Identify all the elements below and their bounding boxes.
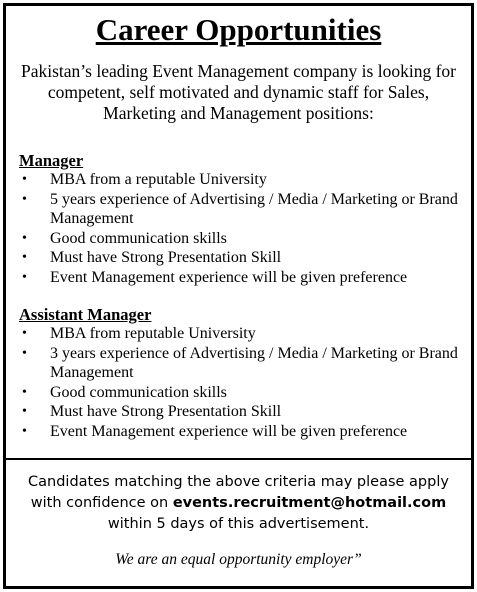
assistant-manager-section — [19, 305, 461, 441]
list-item: • MBA from a reputable University — [22, 171, 267, 188]
list-item: • Good communication skills — [22, 229, 227, 247]
bullet-icon: • — [22, 345, 27, 361]
email-link[interactable]: events.recruitment@hotmail.com — [172, 495, 447, 511]
bullet-icon: • — [22, 172, 27, 187]
bullet-icon: • — [22, 191, 27, 207]
list-item: • Good communication skills — [22, 383, 227, 401]
footer-line: Candidates matching the above criteria may please apply — [28, 474, 449, 490]
list-item: • Must have Strong Presentation Skill — [22, 403, 282, 420]
bullet-icon: • — [22, 269, 27, 285]
page-title: Career Opportunities — [95, 12, 382, 47]
bullet-icon: • — [22, 250, 27, 265]
list-item: • MBA from reputable University — [22, 325, 256, 342]
divider — [6, 458, 471, 460]
list-item: • Must have Strong Presentation Skill — [22, 249, 282, 266]
bullet-icon: • — [22, 423, 27, 439]
list-item: • 5 years experience of Advertising / Media / Marketing or Brand Management — [22, 190, 458, 227]
intro-text: Pakistan’s leading Event Management company is looking for competent, self motivated and dynamic staff for Sales, Marketing and Management positions: — [21, 61, 456, 123]
bullet-icon: • — [22, 384, 27, 400]
job-advertisement — [3, 3, 474, 589]
list-item: • Event Management experience will be given preference — [22, 268, 408, 286]
bullet-icon: • — [22, 404, 27, 419]
list-item: • Event Management experience will be given preference — [22, 422, 408, 440]
requirements-list — [19, 170, 461, 287]
section-heading-manager: Manager — [19, 151, 84, 170]
equal-opportunity-tagline: We are an equal opportunity employer” — [115, 551, 362, 568]
bullet-icon: • — [22, 230, 27, 246]
footer-line: within 5 days of this advertisement. — [107, 516, 370, 532]
section-heading-assistant-manager: Assistant Manager — [19, 305, 152, 324]
bullet-icon: • — [22, 326, 27, 341]
list-item: • 3 years experience of Advertising / Media / Marketing or Brand Management — [22, 344, 458, 381]
manager-section — [19, 151, 461, 287]
requirements-list — [19, 324, 461, 441]
application-instructions — [6, 472, 471, 535]
footer-line: with confidence on events.recruitment@hotmail.com — [30, 495, 447, 511]
